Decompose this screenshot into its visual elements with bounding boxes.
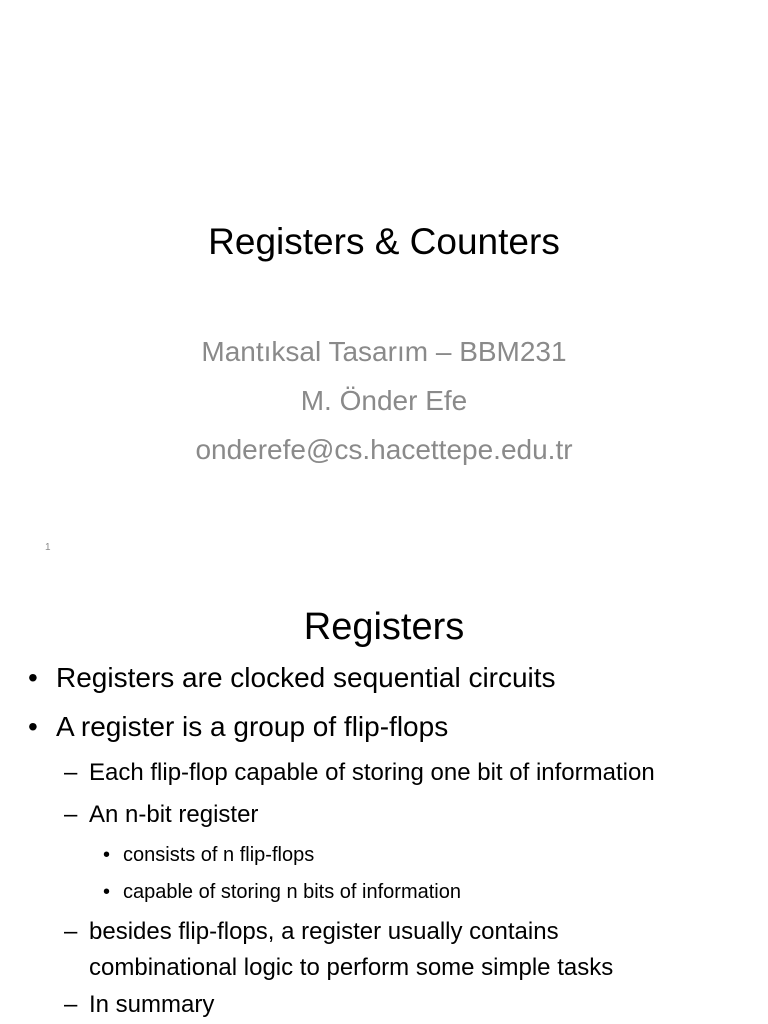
sub-bullet-text-line-2: combinational logic to perform some simple tasks	[89, 954, 614, 981]
dash-marker: –	[64, 801, 78, 828]
bullet-marker: •	[28, 711, 38, 742]
sub-sub-bullet-text: capable of storing n bits of information	[123, 881, 461, 903]
page-number: 1	[45, 542, 51, 553]
slide-title: Registers & Counters	[208, 221, 560, 262]
sub-bullet-item	[64, 797, 259, 833]
author-email: onderefe@cs.hacettepe.edu.tr	[195, 434, 573, 465]
bullet-text: A register is a group of flip-flops	[56, 711, 449, 742]
bullet-marker: •	[103, 844, 111, 866]
course-name: Mantıksal Tasarım – BBM231	[201, 336, 567, 367]
content-slide	[0, 575, 768, 1024]
sub-bullet-text-line-1: besides flip-flops, a register usually contains	[89, 918, 559, 945]
dash-marker: –	[64, 991, 78, 1018]
bullet-item	[28, 710, 449, 744]
dash-marker: –	[64, 918, 78, 945]
sub-sub-bullet-text: consists of n flip-flops	[123, 844, 315, 866]
bullet-marker: •	[103, 881, 111, 903]
sub-bullet-text: In summary	[89, 991, 215, 1018]
sub-bullet-item	[64, 914, 614, 986]
bullet-marker: •	[28, 662, 38, 693]
sub-bullet-item	[64, 755, 655, 791]
bullet-item	[28, 661, 556, 695]
author-name: M. Önder Efe	[300, 385, 468, 416]
sub-bullet-text: An n-bit register	[89, 801, 259, 828]
dash-marker: –	[64, 759, 78, 786]
sub-sub-bullet-item	[103, 842, 315, 868]
sub-bullet-text: Each flip-flop capable of storing one bit of information	[89, 759, 655, 786]
sub-bullet-item	[64, 987, 215, 1023]
slide-heading: Registers	[303, 606, 465, 648]
sub-sub-bullet-item	[103, 879, 461, 905]
bullet-text: Registers are clocked sequential circuits	[56, 662, 556, 693]
